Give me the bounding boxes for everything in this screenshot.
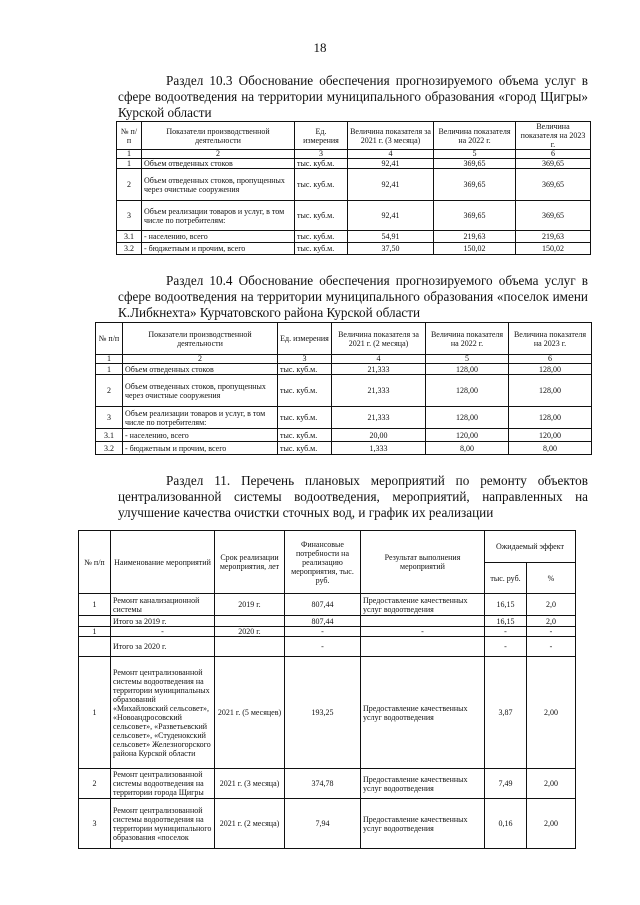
table-cell: 150,02 [516,243,591,255]
col-header: Величина показателя за 2021 г. (3 месяца) [348,122,434,150]
table-cell: 128,00 [509,375,592,407]
table-cell: 7,49 [485,769,527,799]
table-cell: 2,00 [527,769,576,799]
table-cell: 20,00 [332,429,426,442]
table-row [117,159,591,169]
col-header: Наименование мероприятий [111,531,215,594]
table-cell [215,616,285,627]
col-number: 1 [117,150,142,159]
table-cell: тыс. куб.м. [295,159,348,169]
table-row [96,364,592,375]
col-number: 4 [348,150,434,159]
col-number: 1 [96,355,123,364]
table-cell: 8,00 [426,442,509,455]
col-header: Ед. измерения [295,122,348,150]
col-number: 2 [123,355,278,364]
table-row [79,594,576,616]
page-number: 18 [313,40,327,55]
table-cell [361,637,485,657]
table-cell: 37,50 [348,243,434,255]
table-cell: Предоставление качественных услуг водоотведения [361,657,485,769]
table-cell [79,616,111,627]
table-cell: тыс. куб.м. [278,375,332,407]
table-cell: Объем отведенных стоков, пропущенных через очистные сооружения [142,169,295,201]
col-header: % [527,563,576,594]
table-cell: 2 [117,169,142,201]
table-cell [361,616,485,627]
table-cell: 128,00 [509,364,592,375]
table-cell: 369,65 [434,159,516,169]
table-cell: 21,333 [332,375,426,407]
table-cell: 807,44 [285,616,361,627]
table-cell: - [485,637,527,657]
table-cell: 150,02 [434,243,516,255]
col-number: 5 [426,355,509,364]
table-cell: 1,333 [332,442,426,455]
table-cell: 1 [79,594,111,616]
table-cell: - [485,627,527,637]
table-cell: 92,41 [348,159,434,169]
table-row [79,799,576,849]
table-row [117,169,591,201]
table-cell: 3.2 [117,243,142,255]
table-cell: 2021 г. (5 месяцев) [215,657,285,769]
section-11-heading: Раздел 11. Перечень плановых мероприятий по ремонту объектов централизованной системы водоотведения, мероприятий, направленных на улучшение качества очистки сточных вод, и график их реализации [118,473,588,520]
table-11 [78,530,576,849]
col-header: Величина показателя на 2022 г. [426,323,509,355]
table-cell: Итого за 2020 г. [111,637,215,657]
table-cell: 219,63 [434,231,516,243]
table-cell: Ремонт централизованной системы водоотведения на территории муниципальных образований «Михайловский сельсовет», «Новоандросовский сельсовет», «Разветьевский сельсовет», «Студенокский сельсовет» Железногорского района Курской области [111,657,215,769]
table-row [79,637,576,657]
col-header: Результат выполнения мероприятий [361,531,485,594]
table-cell: - населению, всего [123,429,278,442]
table-cell: 0,16 [485,799,527,849]
table-cell: 3 [117,201,142,231]
table-row [117,201,591,231]
col-header: Величина показателя за 2021 г. (2 месяца) [332,323,426,355]
table-cell: 2,00 [527,799,576,849]
table-cell: - населению, всего [142,231,295,243]
table-row [96,407,592,429]
table-cell: 219,63 [516,231,591,243]
table-cell: 8,00 [509,442,592,455]
table-cell: 128,00 [426,375,509,407]
table-cell: тыс. куб.м. [295,169,348,201]
table-cell: 92,41 [348,201,434,231]
table-row [96,442,592,455]
table-cell: тыс. куб.м. [278,442,332,455]
table-row [79,769,576,799]
table-cell: 92,41 [348,169,434,201]
table-cell: тыс. куб.м. [278,407,332,429]
table-row [79,616,576,627]
table-cell: тыс. куб.м. [295,243,348,255]
col-number: 6 [516,150,591,159]
table-cell: 2,0 [527,616,576,627]
table-cell: 369,65 [434,169,516,201]
table-cell: - [111,627,215,637]
table-cell: 21,333 [332,364,426,375]
col-header: Величина показателя на 2023 г. [509,323,592,355]
table-cell: 2 [96,375,123,407]
table-10-4 [95,322,592,455]
col-header: Финансовые потребности на реализацию мероприятия, тыс. руб. [285,531,361,594]
table-cell: Предоставление качественных услуг водоотведения [361,594,485,616]
table-cell: Объем реализации товаров и услуг, в том числе по потребителям: [142,201,295,231]
table-cell: 2 [79,769,111,799]
col-header: Величина показателя на 2023 г. [516,122,591,150]
table-row [79,657,576,769]
table-cell: 128,00 [509,407,592,429]
table-cell: - [285,627,361,637]
table-cell: 120,00 [509,429,592,442]
table-cell: 2,0 [527,594,576,616]
table-row [117,243,591,255]
col-header: тыс. руб. [485,563,527,594]
table-cell: 3 [96,407,123,429]
table-cell: Ремонт канализационной системы [111,594,215,616]
table-cell: - [527,627,576,637]
table-cell: 1 [117,159,142,169]
table-cell: 369,65 [516,201,591,231]
table-cell [79,637,111,657]
table-row [96,375,592,407]
table-cell: 369,65 [434,201,516,231]
table-cell: 54,91 [348,231,434,243]
table-cell: 128,00 [426,364,509,375]
table-cell: тыс. куб.м. [295,231,348,243]
col-number: 3 [295,150,348,159]
section-10-4-heading: Раздел 10.4 Обоснование обеспечения прогнозируемого объема услуг в сфере водоотведения на территории муниципального образования «поселок имени К.Либкнехта» Курчатовского района Курской области [118,273,588,320]
table-row [79,627,576,637]
col-header: Ед. измерения [278,323,332,355]
table-cell: Ремонт централизованной системы водоотведения на территории муниципального образования «поселок [111,799,215,849]
table-cell: Предоставление качественных услуг водоотведения [361,799,485,849]
table-cell: 369,65 [516,159,591,169]
col-header: № п/п [117,122,142,150]
col-number: 4 [332,355,426,364]
table-cell: Предоставление качественных услуг водоотведения [361,769,485,799]
table-cell: 1 [96,364,123,375]
table-cell: 120,00 [426,429,509,442]
table-cell: 374,78 [285,769,361,799]
table-cell: 2,00 [527,657,576,769]
table-cell: 21,333 [332,407,426,429]
table-cell: 2021 г. (2 месяца) [215,799,285,849]
table-cell: Объем отведенных стоков [123,364,278,375]
table-cell: 16,15 [485,616,527,627]
table-cell: 807,44 [285,594,361,616]
col-number: 2 [142,150,295,159]
table-cell: тыс. куб.м. [278,429,332,442]
col-number: 6 [509,355,592,364]
table-cell: 3.1 [117,231,142,243]
col-header: Ожидаемый эффект [485,531,576,563]
table-cell: 3.1 [96,429,123,442]
table-cell: 2020 г. [215,627,285,637]
col-header: Показатели производственной деятельности [142,122,295,150]
table-cell: Объем отведенных стоков, пропущенных через очистные сооружения [123,375,278,407]
table-10-3 [116,121,591,255]
table-cell: 2019 г. [215,594,285,616]
table-row [96,429,592,442]
table-cell: 193,25 [285,657,361,769]
table-cell: - [527,637,576,657]
col-header: Показатели производственной деятельности [123,323,278,355]
table-cell: - бюджетным и прочим, всего [123,442,278,455]
table-cell [215,637,285,657]
table-cell: 1 [79,627,111,637]
col-header: № п/п [96,323,123,355]
col-header: № п/п [79,531,111,594]
table-row [117,231,591,243]
table-cell: 3 [79,799,111,849]
table-cell: Ремонт централизованной системы водоотведения на территории города Щигры [111,769,215,799]
table-cell: 16,15 [485,594,527,616]
table-cell: 7,94 [285,799,361,849]
table-cell: - [285,637,361,657]
col-number: 5 [434,150,516,159]
table-cell: 2021 г. (3 месяца) [215,769,285,799]
table-cell: 128,00 [426,407,509,429]
table-cell: - [361,627,485,637]
table-cell: 369,65 [516,169,591,201]
col-number: 3 [278,355,332,364]
table-cell: 3.2 [96,442,123,455]
col-header: Срок реализации мероприятия, лет [215,531,285,594]
table-cell: Итого за 2019 г. [111,616,215,627]
table-cell: 3,87 [485,657,527,769]
table-cell: 1 [79,657,111,769]
section-10-3-heading: Раздел 10.3 Обоснование обеспечения прогнозируемого объема услуг в сфере водоотведения на территории муниципального образования «город Щигры» Курской области [118,73,588,120]
table-cell: - бюджетным и прочим, всего [142,243,295,255]
table-cell: тыс. куб.м. [295,201,348,231]
table-cell: тыс. куб.м. [278,364,332,375]
col-header: Величина показателя на 2022 г. [434,122,516,150]
table-cell: Объем реализации товаров и услуг, в том числе по потребителям: [123,407,278,429]
table-cell: Объем отведенных стоков [142,159,295,169]
